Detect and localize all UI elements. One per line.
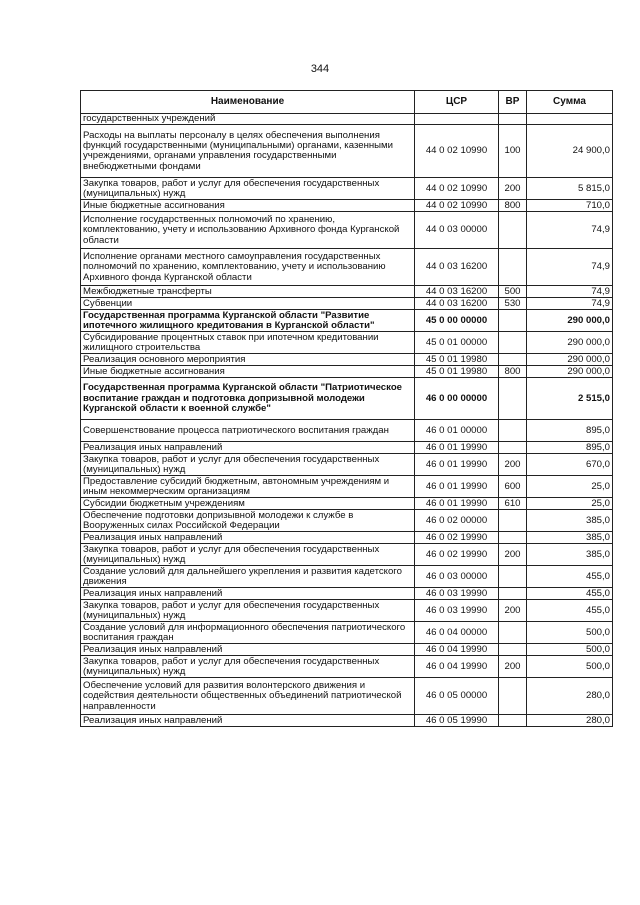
row-vr: 200 <box>499 656 527 678</box>
row-sum: 290 000,0 <box>527 310 613 332</box>
row-name: Межбюджетные трансферты <box>81 286 415 298</box>
row-sum: 24 900,0 <box>527 125 613 178</box>
row-vr <box>499 378 527 420</box>
row-sum: 385,0 <box>527 544 613 566</box>
row-sum: 385,0 <box>527 510 613 532</box>
table-row <box>81 566 613 588</box>
row-sum: 290 000,0 <box>527 332 613 354</box>
row-name: Реализация иных направлений <box>81 442 415 454</box>
row-sum: 500,0 <box>527 644 613 656</box>
row-vr <box>499 442 527 454</box>
row-vr <box>499 532 527 544</box>
row-name: Создание условий для информационного обеспечения патриотического воспитания граждан <box>81 622 415 644</box>
header-csr: ЦСР <box>415 91 499 114</box>
row-vr <box>499 420 527 442</box>
header-name: Наименование <box>81 91 415 114</box>
row-name: Предоставление субсидий бюджетным, автономным учреждениям и иным некоммерческим организациям <box>81 476 415 498</box>
row-sum: 290 000,0 <box>527 354 613 366</box>
row-vr <box>499 510 527 532</box>
table-row <box>81 366 613 378</box>
row-name: Исполнение государственных полномочий по хранению, комплектованию, учету и использованию Архивного фонда Курганской области <box>81 212 415 249</box>
row-sum: 280,0 <box>527 678 613 715</box>
row-csr: 46 0 03 19990 <box>415 588 499 600</box>
table-row <box>81 656 613 678</box>
row-vr: 200 <box>499 178 527 200</box>
table-row <box>81 310 613 332</box>
row-sum: 5 815,0 <box>527 178 613 200</box>
row-csr: 46 0 01 19990 <box>415 442 499 454</box>
row-name: Иные бюджетные ассигнования <box>81 200 415 212</box>
row-name: Государственная программа Курганской области "Развитие ипотечного жилищного кредитования в Курганской области" <box>81 310 415 332</box>
table-header-row <box>81 91 613 114</box>
table-row <box>81 332 613 354</box>
row-sum: 385,0 <box>527 532 613 544</box>
row-csr: 46 0 04 19990 <box>415 656 499 678</box>
row-name: Закупка товаров, работ и услуг для обеспечения государственных (муниципальных) нужд <box>81 600 415 622</box>
row-name: Реализация иных направлений <box>81 715 415 727</box>
row-csr: 44 0 03 16200 <box>415 249 499 286</box>
page-number: 344 <box>310 63 330 75</box>
row-sum: 290 000,0 <box>527 366 613 378</box>
row-name: Реализация иных направлений <box>81 588 415 600</box>
row-name: Расходы на выплаты персоналу в целях обеспечения выполнения функций государственными (муниципальными) органами, казенными учреждениями, органами управления государственными внебюджетными фондами <box>81 125 415 178</box>
row-sum: 455,0 <box>527 600 613 622</box>
table-row <box>81 644 613 656</box>
row-vr: 610 <box>499 498 527 510</box>
row-vr <box>499 644 527 656</box>
row-name: Закупка товаров, работ и услуг для обеспечения государственных (муниципальных) нужд <box>81 656 415 678</box>
table-row <box>81 454 613 476</box>
row-vr: 500 <box>499 286 527 298</box>
row-csr: 46 0 02 19990 <box>415 532 499 544</box>
row-sum: 74,9 <box>527 249 613 286</box>
table-row <box>81 510 613 532</box>
table-row <box>81 588 613 600</box>
row-sum: 670,0 <box>527 454 613 476</box>
row-name: Реализация основного мероприятия <box>81 354 415 366</box>
table-body <box>81 114 613 727</box>
row-csr: 45 0 01 19980 <box>415 354 499 366</box>
row-name: Закупка товаров, работ и услуг для обеспечения государственных (муниципальных) нужд <box>81 544 415 566</box>
row-vr: 530 <box>499 298 527 310</box>
table-row <box>81 212 613 249</box>
row-sum <box>527 114 613 125</box>
table-row <box>81 476 613 498</box>
table-row <box>81 532 613 544</box>
table-row <box>81 249 613 286</box>
row-vr: 100 <box>499 125 527 178</box>
row-name: Закупка товаров, работ и услуг для обеспечения государственных (муниципальных) нужд <box>81 178 415 200</box>
row-csr: 44 0 02 10990 <box>415 200 499 212</box>
row-name: Закупка товаров, работ и услуг для обеспечения государственных (муниципальных) нужд <box>81 454 415 476</box>
row-vr <box>499 622 527 644</box>
row-sum: 500,0 <box>527 656 613 678</box>
row-vr <box>499 354 527 366</box>
table-row <box>81 498 613 510</box>
row-vr <box>499 332 527 354</box>
header-vr: ВР <box>499 91 527 114</box>
row-vr: 200 <box>499 454 527 476</box>
row-name: Субвенции <box>81 298 415 310</box>
row-csr: 46 0 03 00000 <box>415 566 499 588</box>
row-sum: 74,9 <box>527 286 613 298</box>
table-row <box>81 544 613 566</box>
row-csr: 46 0 01 19990 <box>415 476 499 498</box>
table-row <box>81 420 613 442</box>
row-sum: 280,0 <box>527 715 613 727</box>
row-vr <box>499 249 527 286</box>
row-csr: 46 0 04 19990 <box>415 644 499 656</box>
row-sum: 895,0 <box>527 420 613 442</box>
row-csr: 46 0 04 00000 <box>415 622 499 644</box>
row-vr: 200 <box>499 544 527 566</box>
row-vr: 600 <box>499 476 527 498</box>
table-row <box>81 354 613 366</box>
row-csr: 46 0 01 19990 <box>415 498 499 510</box>
row-csr: 46 0 02 00000 <box>415 510 499 532</box>
table-row <box>81 442 613 454</box>
row-csr: 45 0 01 19980 <box>415 366 499 378</box>
row-vr: 200 <box>499 600 527 622</box>
row-vr <box>499 566 527 588</box>
row-vr <box>499 678 527 715</box>
row-vr <box>499 114 527 125</box>
row-csr: 44 0 03 00000 <box>415 212 499 249</box>
row-sum: 74,9 <box>527 212 613 249</box>
row-vr <box>499 715 527 727</box>
table-row <box>81 378 613 420</box>
row-sum: 710,0 <box>527 200 613 212</box>
row-csr: 46 0 02 19990 <box>415 544 499 566</box>
row-csr: 44 0 03 16200 <box>415 286 499 298</box>
row-vr <box>499 310 527 332</box>
table-row <box>81 622 613 644</box>
row-name: Субсидирование процентных ставок при ипотечном кредитовании жилищного строительства <box>81 332 415 354</box>
row-sum: 455,0 <box>527 566 613 588</box>
budget-table <box>80 90 613 727</box>
row-csr: 45 0 00 00000 <box>415 310 499 332</box>
row-csr: 46 0 05 19990 <box>415 715 499 727</box>
row-name: Обеспечение условий для развития волонтерского движения и содействия деятельности общественных объединений патриотической направленности <box>81 678 415 715</box>
row-vr: 800 <box>499 200 527 212</box>
row-name: Иные бюджетные ассигнования <box>81 366 415 378</box>
row-sum: 74,9 <box>527 298 613 310</box>
table-row <box>81 178 613 200</box>
row-sum: 25,0 <box>527 498 613 510</box>
row-csr: 46 0 03 19990 <box>415 600 499 622</box>
row-sum: 455,0 <box>527 588 613 600</box>
row-csr: 46 0 00 00000 <box>415 378 499 420</box>
row-name: Исполнение органами местного самоуправления государственных полномочий по хранению, комплектованию, учету и использованию Архивного фонда Курганской области <box>81 249 415 286</box>
row-name: государственных учреждений <box>81 114 415 125</box>
table-row <box>81 125 613 178</box>
row-sum: 500,0 <box>527 622 613 644</box>
row-name: Реализация иных направлений <box>81 532 415 544</box>
table-row <box>81 114 613 125</box>
row-csr: 46 0 05 00000 <box>415 678 499 715</box>
row-name: Обеспечение подготовки допризывной молодежи к службе в Вооруженных силах Российской Федерации <box>81 510 415 532</box>
header-sum: Сумма <box>527 91 613 114</box>
row-vr: 800 <box>499 366 527 378</box>
row-csr: 44 0 02 10990 <box>415 178 499 200</box>
row-sum: 895,0 <box>527 442 613 454</box>
row-sum: 2 515,0 <box>527 378 613 420</box>
row-csr <box>415 114 499 125</box>
table-row <box>81 600 613 622</box>
row-sum: 25,0 <box>527 476 613 498</box>
table-row <box>81 678 613 715</box>
row-csr: 46 0 01 19990 <box>415 454 499 476</box>
row-csr: 46 0 01 00000 <box>415 420 499 442</box>
row-vr <box>499 588 527 600</box>
table-row <box>81 715 613 727</box>
row-name: Субсидии бюджетным учреждениям <box>81 498 415 510</box>
row-name: Создание условий для дальнейшего укрепления и развития кадетского движения <box>81 566 415 588</box>
row-name: Совершенствование процесса патриотического воспитания граждан <box>81 420 415 442</box>
row-csr: 44 0 03 16200 <box>415 298 499 310</box>
row-name: Государственная программа Курганской области "Патриотическое воспитание граждан и подготовка допризывной молодежи Курганской области к военной службе" <box>81 378 415 420</box>
row-csr: 44 0 02 10990 <box>415 125 499 178</box>
table-row <box>81 298 613 310</box>
row-vr <box>499 212 527 249</box>
row-name: Реализация иных направлений <box>81 644 415 656</box>
row-csr: 45 0 01 00000 <box>415 332 499 354</box>
table-row <box>81 286 613 298</box>
table-row <box>81 200 613 212</box>
